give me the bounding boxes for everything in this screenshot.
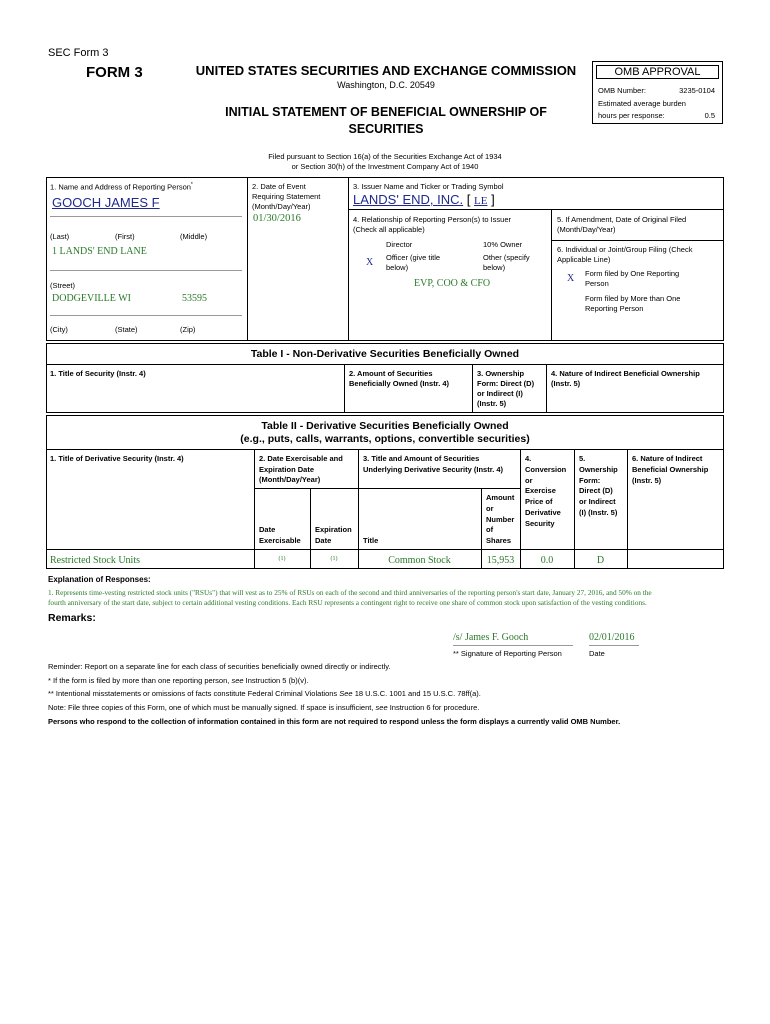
- remarks-heading: Remarks:: [48, 612, 96, 624]
- director-label: Director: [386, 240, 413, 249]
- omb-persons-note: Persons who respond to the collection of information contained in this form are not required to respond unless the form displays a currently valid OMB Number.: [48, 717, 621, 726]
- more-than-one-label: Form filed by More than One Reporting Person: [585, 294, 681, 313]
- expiration-date-cell: (1): [330, 556, 338, 562]
- table1-title: Table I - Non-Derivative Securities Beneficially Owned: [250, 348, 520, 360]
- table2-col5: 5. Ownership Form: Direct (D) or Indirect (I) (Instr. 5): [579, 454, 618, 517]
- amount-cell: 15,953: [486, 555, 515, 566]
- street-label: (Street): [50, 281, 76, 290]
- derivative-title-cell: Restricted Stock Units: [50, 555, 140, 566]
- table1-col4: 4. Nature of Indirect Beneficial Ownership (Instr. 5): [551, 369, 700, 388]
- signature-value: /s/ James F. Gooch: [453, 632, 529, 643]
- table2-col3: 3. Title and Amount of Securities Underlying Derivative Security (Instr. 4): [363, 454, 504, 474]
- box6-label: 6. Individual or Joint/Group Filing (Check Applicable Line): [557, 245, 693, 264]
- omb-number-value: 3235-0104: [679, 86, 715, 95]
- explanation-note-1: 1. Represents time-vesting restricted stock units ("RSUs") that will vest as to 25% of RSUs on each of the second and third anniversaries of the reporting person's start date, January 27, 2016, and 50% on the fourth anniversary of the start date, subject to certain additional vesting conditions. Each RSU represents a contingent right to receive one share of common stock upon satisfaction of the vesting conditions.: [48, 588, 652, 607]
- other-label: Other (specify below): [483, 253, 530, 272]
- date-label: Date: [589, 649, 605, 658]
- table2-col1: 1. Title of Derivative Security (Instr. 4): [50, 454, 184, 463]
- officer-checkmark[interactable]: X: [366, 257, 374, 268]
- middle-label: (Middle): [180, 232, 208, 241]
- state-label: (State): [115, 325, 138, 334]
- city-label: (City): [50, 325, 68, 334]
- issuer-name-link[interactable]: LANDS' END, INC.: [353, 192, 464, 207]
- filed-pursuant-1: Filed pursuant to Section 16(a) of the Securities Exchange Act of 1934: [268, 152, 502, 161]
- commission-title: UNITED STATES SECURITIES AND EXCHANGE COMMISSION: [195, 63, 577, 78]
- one-person-label: Form filed by One Reporting Person: [585, 269, 680, 288]
- statement-title-1: INITIAL STATEMENT OF BENEFICIAL OWNERSHIP OF: [225, 105, 547, 119]
- underlying-title-header: Title: [363, 536, 379, 545]
- reminder-text: Reminder: Report on a separate line for each class of securities beneficially owned directly or indirectly.: [48, 662, 391, 671]
- last-label: (Last): [50, 232, 70, 241]
- table2-col4: 4. Conversion or Exercise Price of Derivative Security: [525, 454, 567, 528]
- table1-col3: 3. Ownership Form: Direct (D) or Indirect (I) (Instr. 5): [477, 369, 535, 408]
- table1-col2: 2. Amount of Securities Beneficially Owned (Instr. 4): [349, 369, 450, 388]
- explanation-heading: Explanation of Responses:: [48, 575, 151, 584]
- ticker-link[interactable]: LE: [474, 195, 488, 207]
- expiration-date-header: Expiration Date: [315, 525, 352, 545]
- omb-hours-label: hours per response:: [598, 111, 665, 120]
- street-value: 1 LANDS' END LANE: [52, 246, 147, 257]
- copies-note: Note: File three copies of this Form, one of which must be manually signed. If space is insufficient, see Instruction 6 for procedure.: [48, 703, 480, 712]
- date-exercisable-cell: (1): [278, 556, 286, 562]
- double-star-note: ** Intentional misstatements or omissions of facts constitute Federal Criminal Violations See 18 U.S.C. 1001 and 15 U.S.C. 78ff(a).: [48, 689, 481, 698]
- officer-label: Officer (give title below): [386, 253, 441, 272]
- table2-title-2: (e.g., puts, calls, warrants, options, convertible securities): [240, 433, 530, 445]
- zip-label: (Zip): [180, 325, 196, 334]
- table1-col1: 1. Title of Security (Instr. 4): [50, 369, 146, 378]
- signature-date-value: 02/01/2016: [589, 632, 635, 643]
- box4-label: 4. Relationship of Reporting Person(s) to Issuer (Check all applicable): [353, 215, 511, 234]
- statement-title-2: SECURITIES: [348, 122, 424, 136]
- box3-label: 3. Issuer Name and Ticker or Trading Symbol: [353, 182, 504, 191]
- ownership-form-cell: D: [596, 555, 605, 566]
- city-state-value: DODGEVILLE WI: [52, 293, 131, 304]
- omb-burden-label: Estimated average burden: [598, 99, 686, 108]
- first-label: (First): [115, 232, 135, 241]
- box2-label: 2. Date of Event Requiring Statement (Month/Day/Year): [252, 182, 321, 211]
- omb-number-label: OMB Number:: [598, 86, 646, 95]
- table2-col2: 2. Date Exercisable and Expiration Date (Month/Day/Year): [259, 454, 343, 484]
- signature-label: ** Signature of Reporting Person: [453, 649, 562, 658]
- price-cell: 0.0: [540, 555, 554, 566]
- commission-address: Washington, D.C. 20549: [337, 80, 435, 90]
- table2-col6: 6. Nature of Indirect Beneficial Ownership (Instr. 5): [632, 454, 709, 485]
- zip-value: 53595: [182, 293, 207, 304]
- box5-label: 5. If Amendment, Date of Original Filed (Month/Day/Year): [557, 215, 687, 234]
- sec-form-label: SEC Form 3: [48, 47, 109, 59]
- ten-pct-owner-label: 10% Owner: [483, 240, 523, 249]
- box1-label: 1. Name and Address of Reporting Person*: [50, 182, 193, 192]
- underlying-title-cell: Common Stock: [388, 555, 451, 566]
- event-date: 01/30/2016: [253, 213, 301, 224]
- form-title: FORM 3: [86, 64, 143, 81]
- date-exercisable-header: Date Exercisable: [259, 525, 301, 545]
- omb-title: OMB APPROVAL: [596, 65, 719, 79]
- reporting-person-name-link[interactable]: GOOCH JAMES F: [52, 195, 160, 210]
- amount-shares-header: Amount or Number of Shares: [486, 493, 515, 546]
- issuer-line: LANDS' END, INC. [ LE ]: [353, 192, 495, 207]
- one-person-checkmark[interactable]: X: [567, 273, 575, 284]
- star-note: * If the form is filed by more than one reporting person, see Instruction 5 (b)(v).: [48, 676, 309, 685]
- officer-title: EVP, COO & CFO: [414, 278, 491, 289]
- table2-title-1: Table II - Derivative Securities Beneficially Owned: [261, 420, 509, 432]
- filed-pursuant-2: or Section 30(h) of the Investment Company Act of 1940: [291, 162, 479, 171]
- omb-hours-value: 0.5: [704, 111, 715, 120]
